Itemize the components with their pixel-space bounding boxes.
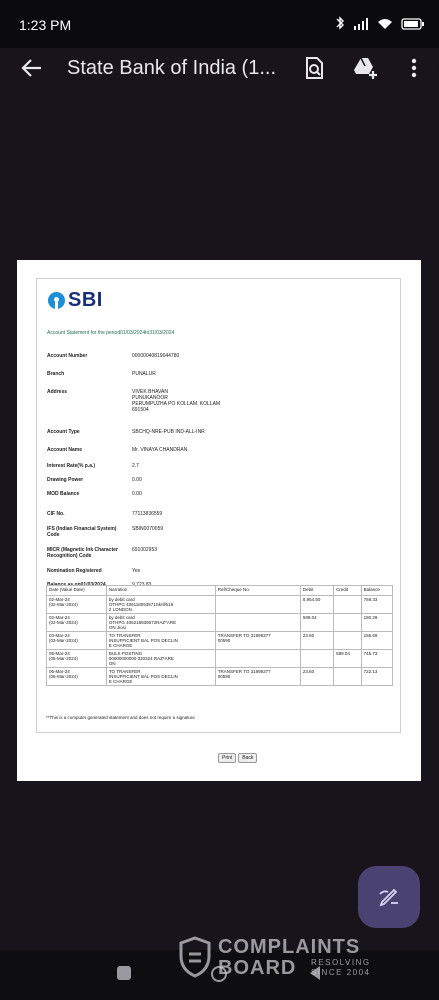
table-cell: TRANSFER TO 31999377 00590: [215, 668, 300, 686]
more-vertical-icon: [411, 57, 417, 84]
table-header-cell: Narration: [106, 586, 215, 596]
add-to-drive-button[interactable]: [352, 56, 380, 84]
table-cell: TRANSFER TO 31999377 00590: [215, 632, 300, 650]
signal-icon: [353, 17, 369, 35]
table-cell: 02-Mar-24 (02-Mar-2024): [47, 614, 107, 632]
table-row: [47, 632, 393, 650]
table-cell: [334, 614, 362, 632]
table-header-cell: Date (Value Date): [47, 586, 107, 596]
table-cell: [334, 632, 362, 650]
footnote: **This is a computer generated statement and does not require a signature: [46, 715, 195, 720]
table-header-cell: Credit: [334, 586, 362, 596]
statement-title: Account Statement for the period01/03/2024to31/03/2024: [47, 330, 175, 336]
back-statement-button[interactable]: Back: [238, 753, 257, 763]
wifi-icon: [377, 17, 393, 35]
field-label: Drawing Power: [47, 477, 84, 483]
table-cell: 589.04: [300, 614, 333, 632]
table-row: [47, 668, 393, 686]
document-page[interactable]: [17, 260, 421, 781]
field-value: VIVEK BHAVAN PUNUKANOOR PERUMPUZHA PO KOLLAM. KOLLAM 691504: [132, 389, 221, 413]
table-cell: 745.73: [361, 650, 392, 668]
field-label: MICR (Magnetic Ink Character Recognition) Code: [47, 547, 118, 559]
field-value: Yes: [132, 568, 141, 574]
document-title: State Bank of India (1...: [67, 57, 277, 79]
sbi-logo-icon: [48, 292, 65, 309]
complaintsboard-watermark: [178, 934, 398, 984]
field-label: Account Name: [47, 447, 83, 453]
field-value: Mr. VINAYA CHANDRAN: [132, 447, 188, 453]
table-cell: by debit card OTHPG 406218939572RAZ*ARE ON Jiosi: [106, 614, 215, 632]
field-label: MOD Balance: [47, 491, 80, 497]
table-header-cell: Debit: [300, 586, 333, 596]
field-label: Interest Rate(% p.a.): [47, 463, 96, 469]
table-cell: [334, 596, 362, 614]
table-cell: [215, 614, 300, 632]
table-header-cell: Balance: [361, 586, 392, 596]
table-cell: BULK POSTING 00000000000 020324 RAZ*ARE ON: [106, 650, 215, 668]
watermark-line2: BOARD: [218, 957, 297, 979]
search-in-document-button[interactable]: [300, 56, 328, 84]
field-label: Account Type: [47, 429, 80, 435]
arrow-left-icon: [21, 57, 43, 84]
watermark-line1: COMPLAINTS: [218, 936, 361, 958]
table-row: [47, 650, 393, 668]
table-cell: 769.33: [361, 596, 392, 614]
field-label: CIF No.: [47, 511, 65, 517]
field-label: Nomination Registered: [47, 568, 102, 574]
print-button[interactable]: Print: [218, 753, 236, 763]
statement-frame: [36, 278, 401, 761]
watermark-sub1: RESOLVING: [311, 958, 371, 967]
field-value: 9,723.83: [132, 582, 152, 588]
table-cell: [215, 596, 300, 614]
table-cell: TO TRANSFER INSUFFICIENT BAL POS DECLIN E CHARGE: [106, 668, 215, 686]
statement-buttons: [218, 753, 257, 763]
status-bar: [0, 0, 439, 48]
bluetooth-icon: [335, 16, 345, 35]
app-bar: [0, 48, 439, 92]
field-label: Branch: [47, 371, 65, 377]
recents-button[interactable]: [116, 965, 132, 986]
transactions-table: [46, 585, 393, 686]
table-cell: 03-Mar-24 (03-Mar-2024): [47, 632, 107, 650]
edit-fab-button[interactable]: [358, 866, 420, 928]
battery-icon: [401, 17, 425, 35]
search-document-icon: [303, 56, 325, 85]
field-value: SBIN0070059: [132, 526, 164, 532]
field-label: IFS (Indian Financial System) Code: [47, 526, 117, 538]
table-cell: 05-Mar-24 (05-Mar-2024): [47, 650, 107, 668]
table-cell: TO TRANSFER INSUFFICIENT BAL POS DECLIN E CHARGE: [106, 632, 215, 650]
field-value: 77113836559: [132, 511, 163, 517]
table-cell: 02-Mar-24 (02-Mar-2024): [47, 596, 107, 614]
table-header-row: [47, 586, 393, 596]
table-cell: 06-Mar-24 (06-Mar-2024): [47, 668, 107, 686]
table-cell: by debit card OTHPG 406118093571Skrill519 2 LONDON: [106, 596, 215, 614]
table-cell: [215, 650, 300, 668]
sbi-logo-text: SBI: [68, 289, 103, 311]
table-cell: 589.04: [334, 650, 362, 668]
more-options-button[interactable]: [400, 56, 428, 84]
field-value: SBCHQ-NRE-PUB IND-ALL-INR: [132, 429, 205, 435]
field-value: 00000040819044780: [132, 353, 180, 359]
field-label: Account Number: [47, 353, 88, 359]
table-cell: 722.13: [361, 668, 392, 686]
status-icons: [335, 16, 425, 35]
table-row: [47, 596, 393, 614]
table-cell: [334, 668, 362, 686]
table-cell: 23.60: [300, 632, 333, 650]
field-value: 2.7: [132, 463, 139, 469]
table-cell: 156.69: [361, 632, 392, 650]
table-cell: 8,954.50: [300, 596, 333, 614]
table-cell: [300, 650, 333, 668]
shield-icon: [178, 936, 212, 978]
field-value: 691002953: [132, 547, 158, 553]
field-value: 0.00: [132, 477, 142, 483]
back-button[interactable]: [18, 56, 46, 84]
pen-edit-icon: [376, 882, 402, 913]
status-time: 1:23 PM: [19, 17, 72, 33]
field-value: PUNALUR: [132, 371, 156, 377]
table-cell: 180.29: [361, 614, 392, 632]
sbi-logo: [48, 289, 103, 312]
watermark-sub2: SINCE 2004: [311, 968, 371, 977]
field-label: Balance as on01/03/2024: [47, 582, 106, 588]
table-header-cell: Ref/Cheque No.: [215, 586, 300, 596]
field-label: Address: [47, 389, 68, 395]
table-cell: 23.60: [300, 668, 333, 686]
table-row: [47, 614, 393, 632]
field-value: 0.00: [132, 491, 142, 497]
drive-add-icon: [353, 56, 379, 85]
